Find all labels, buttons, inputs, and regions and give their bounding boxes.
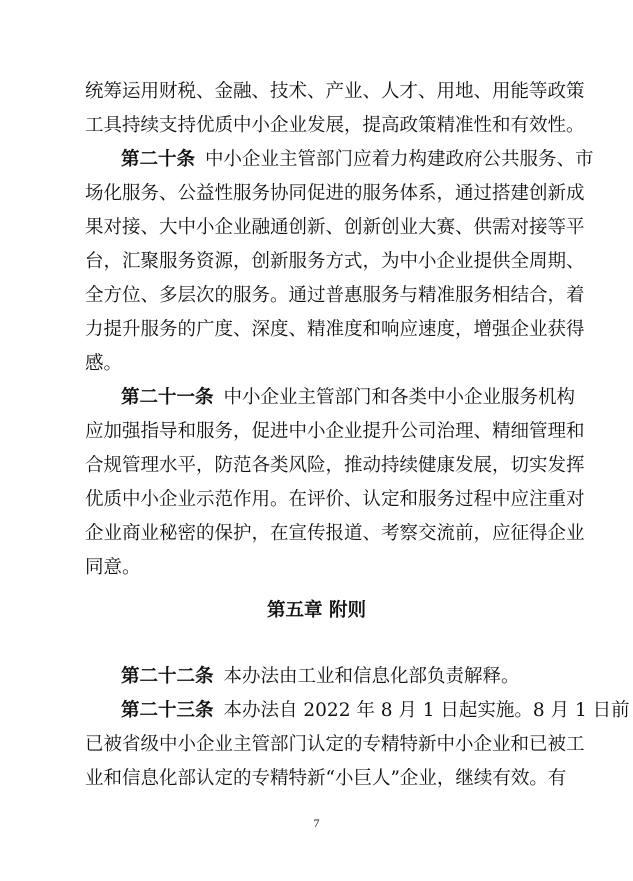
article-22-label: 第二十二条 [121,666,214,687]
article-20-first-line [121,147,594,173]
paragraph-line: 已被省级中小企业主管部门认定的专精特新中小企业和已被工 [85,734,585,755]
paragraph-line: 场化服务、公益性服务协同促进的服务体系，通过搭建创新成 [85,183,585,204]
paragraph-line: 合规管理水平，防范各类风险，推动持续健康发展，切实发挥 [85,455,585,476]
article-22-line [121,664,550,690]
paragraph-line: 业和信息化部认定的专精特新“小巨人”企业，继续有效。有 [85,768,567,789]
paragraph-line: 力提升服务的广度、深度、精准度和响应速度，增强企业获得 [85,319,585,340]
article-23-label: 第二十三条 [121,700,214,721]
paragraph-line: 全方位、多层次的服务。通过普惠服务与精准服务相结合，着 [85,285,585,306]
page-number: 7 [313,816,320,830]
paragraph-line: 企业商业秘密的保护，在宣传报道、考察交流前，应征得企业 [85,523,585,544]
paragraph-line: 感。 [85,353,123,374]
paragraph-line: 统筹运用财税、金融、技术、产业、人才、用地、用能等政策 [85,81,585,102]
article-23-text: 本办法自 2022 年 8 月 1 日起实施。8 月 1 日前 [223,700,630,721]
article-21-label: 第二十一条 [121,387,214,408]
article-20-label: 第二十条 [121,149,196,170]
article-23-first-line [121,698,630,724]
paragraph-line: 果对接、大中小企业融通创新、创新创业大赛、供需对接等平 [85,217,585,238]
article-22-text: 本办法由工业和信息化部负责解释。 [223,666,520,687]
paragraph-line: 同意。 [85,557,141,578]
article-21-text: 中小企业主管部门和各类中小企业服务机构 [223,387,576,408]
paragraph-line: 应加强指导和服务，促进中小企业提升公司治理、精细管理和 [85,421,585,442]
chapter-heading: 第五章 附则 [267,600,366,621]
paragraph-line: 工具持续支持优质中小企业发展，提高政策精准性和有效性。 [85,115,585,136]
article-21-first-line [121,385,576,411]
article-20-text: 中小企业主管部门应着力构建政府公共服务、市 [205,149,594,170]
paragraph-line: 台，汇聚服务资源，创新服务方式，为中小企业提供全周期、 [85,251,585,272]
paragraph-line: 优质中小企业示范作用。在评价、认定和服务过程中应注重对 [85,489,585,510]
